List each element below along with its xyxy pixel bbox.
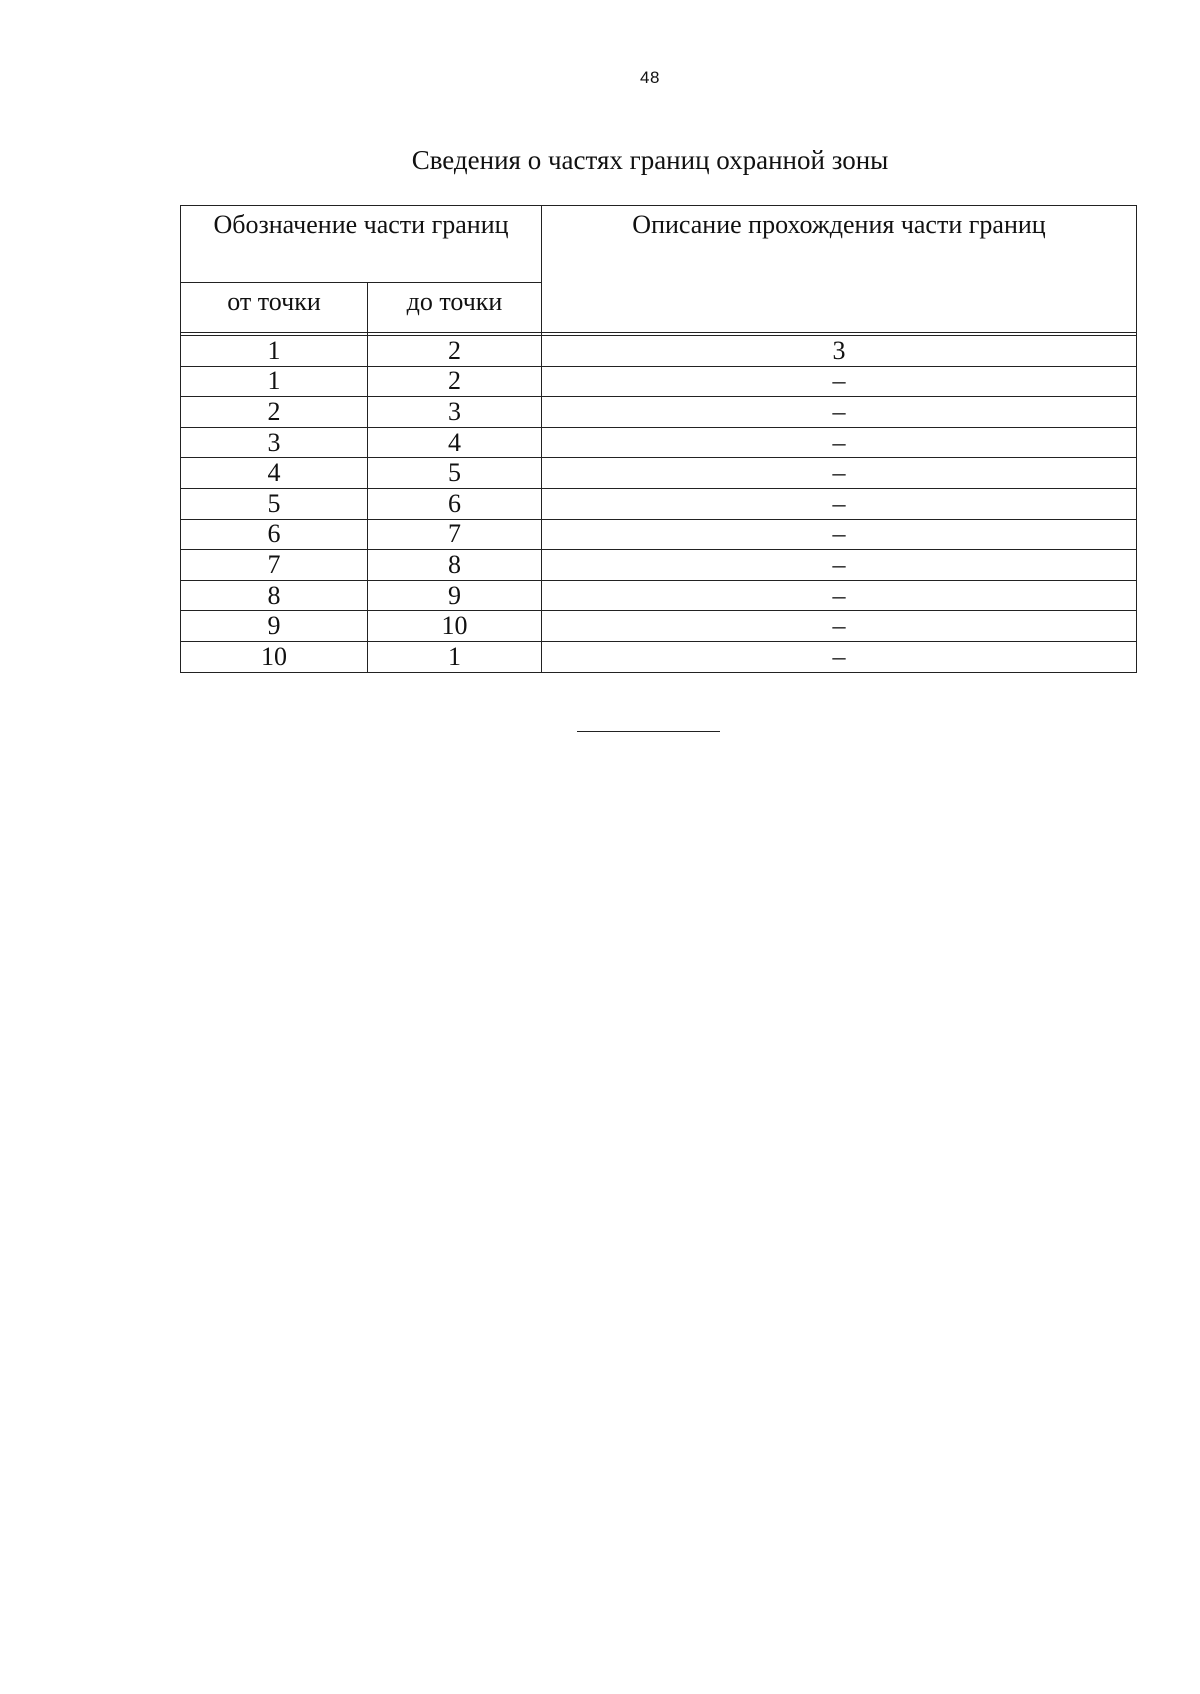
cell-from-point: 1 bbox=[181, 336, 368, 367]
cell-description: – bbox=[542, 427, 1137, 458]
cell-to-point: 5 bbox=[368, 458, 542, 489]
cell-from-point: 9 bbox=[181, 611, 368, 642]
cell-description: – bbox=[542, 397, 1137, 428]
cell-to-point: 1 bbox=[368, 641, 542, 672]
table-row bbox=[181, 488, 1137, 519]
cell-from-point: 10 bbox=[181, 641, 368, 672]
cell-from-point: 7 bbox=[181, 550, 368, 581]
cell-to-point: 9 bbox=[368, 580, 542, 611]
header-boundary-description: Описание прохождения части границ bbox=[542, 206, 1137, 333]
cell-to-point: 8 bbox=[368, 550, 542, 581]
table-row bbox=[181, 397, 1137, 428]
table-header-row bbox=[181, 206, 1137, 283]
cell-from-point: 6 bbox=[181, 519, 368, 550]
table-row bbox=[181, 366, 1137, 397]
cell-to-point: 2 bbox=[368, 336, 542, 367]
cell-from-point: 5 bbox=[181, 488, 368, 519]
cell-to-point: 4 bbox=[368, 427, 542, 458]
table-row bbox=[181, 611, 1137, 642]
cell-from-point: 3 bbox=[181, 427, 368, 458]
table-row bbox=[181, 550, 1137, 581]
cell-description: – bbox=[542, 580, 1137, 611]
table-row bbox=[181, 580, 1137, 611]
cell-to-point: 7 bbox=[368, 519, 542, 550]
table-row bbox=[181, 458, 1137, 489]
cell-description: – bbox=[542, 458, 1137, 489]
cell-to-point: 3 bbox=[368, 397, 542, 428]
table-row bbox=[181, 641, 1137, 672]
cell-description: – bbox=[542, 550, 1137, 581]
table-row bbox=[181, 336, 1137, 367]
cell-from-point: 8 bbox=[181, 580, 368, 611]
table-row bbox=[181, 519, 1137, 550]
table-body bbox=[181, 336, 1137, 673]
cell-description: – bbox=[542, 366, 1137, 397]
header-to-point: до точки bbox=[368, 283, 542, 333]
header-boundary-designation: Обозначение части границ bbox=[181, 206, 542, 283]
cell-from-point: 4 bbox=[181, 458, 368, 489]
end-divider bbox=[577, 731, 720, 732]
boundary-parts-table bbox=[180, 205, 1137, 673]
cell-description: – bbox=[542, 611, 1137, 642]
header-from-point: от точки bbox=[181, 283, 368, 333]
cell-description: – bbox=[542, 519, 1137, 550]
cell-description: 3 bbox=[542, 336, 1137, 367]
cell-to-point: 2 bbox=[368, 366, 542, 397]
cell-description: – bbox=[542, 641, 1137, 672]
cell-to-point: 6 bbox=[368, 488, 542, 519]
cell-description: – bbox=[542, 488, 1137, 519]
cell-from-point: 2 bbox=[181, 397, 368, 428]
table-row bbox=[181, 427, 1137, 458]
document-title: Сведения о частях границ охранной зоны bbox=[411, 145, 889, 175]
cell-from-point: 1 bbox=[181, 366, 368, 397]
cell-to-point: 10 bbox=[368, 611, 542, 642]
page-number: 48 bbox=[640, 68, 660, 87]
